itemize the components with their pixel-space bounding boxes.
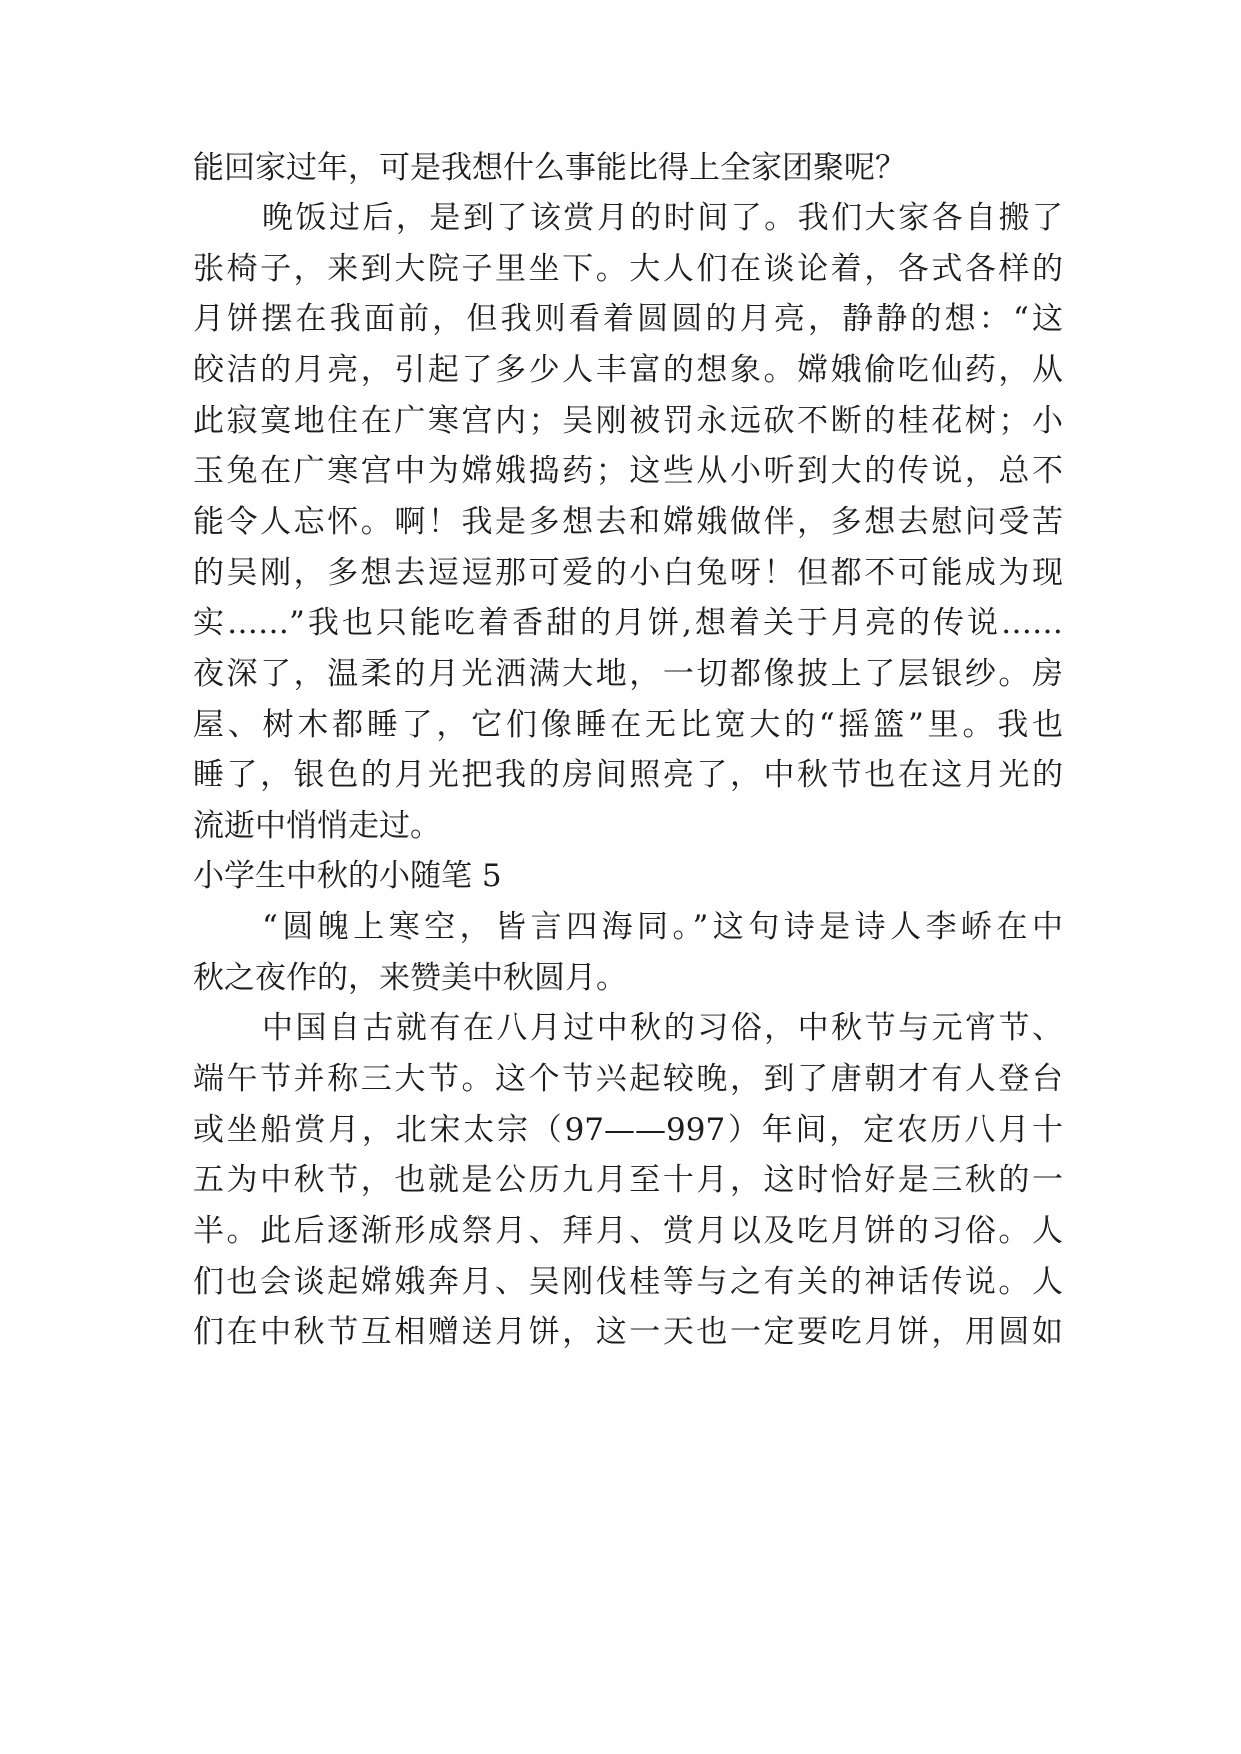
text-line: 玉兔在广寒宫中为嫦娥捣药；这些从小听到大的传说，总不 (193, 453, 1063, 489)
text-line: 月饼摆在我面前，但我则看着圆圆的月亮，静静的想：“这 (193, 301, 1063, 337)
text-line: 能令人忘怀。啊！我是多想去和嫦娥做伴，多想去慰问受苦 (193, 504, 1063, 540)
text-line: 屋、树木都睡了，它们像睡在无比宽大的“摇篮”里。我也 (193, 707, 1063, 743)
text-line: 五为中秋节，也就是公历九月至十月，这时恰好是三秋的一 (193, 1162, 1063, 1198)
text-line: 晚饭过后，是到了该赏月的时间了。我们大家各自搬了 (262, 200, 1063, 236)
text-line: 夜深了，温柔的月光洒满大地，一切都像披上了层银纱。房 (193, 656, 1063, 692)
section-heading: 小学生中秋的小随笔 5 (193, 858, 502, 894)
text-line: 此寂寞地住在广寒宫内；吴刚被罚永远砍不断的桂花树；小 (193, 403, 1063, 439)
text-line: 半。此后逐渐形成祭月、拜月、赏月以及吃月饼的习俗。人 (193, 1213, 1063, 1249)
text-line: 们在中秋节互相赠送月饼，这一天也一定要吃月饼，用圆如 (193, 1314, 1063, 1350)
text-line: 皎洁的月亮，引起了多少人丰富的想象。嫦娥偷吃仙药，从 (193, 352, 1063, 388)
text-line: 秋之夜作的，来赞美中秋圆月。 (193, 960, 627, 996)
text-line: 端午节并称三大节。这个节兴起较晚，到了唐朝才有人登台 (193, 1061, 1063, 1097)
text-line: 实……”我也只能吃着香甜的月饼,想着关于月亮的传说…… (193, 605, 1063, 641)
text-line: 张椅子，来到大院子里坐下。大人们在谈论着，各式各样的 (193, 251, 1063, 287)
text-line: 能回家过年，可是我想什么事能比得上全家团聚呢？ (193, 150, 906, 186)
text-line: “圆魄上寒空，皆言四海同。”这句诗是诗人李峤在中 (262, 909, 1063, 945)
text-line: 们也会谈起嫦娥奔月、吴刚伐桂等与之有关的神话传说。人 (193, 1264, 1063, 1300)
text-line: 中国自古就有在八月过中秋的习俗，中秋节与元宵节、 (262, 1010, 1063, 1046)
text-line: 流逝中悄悄走过。 (193, 808, 441, 844)
text-line: 或坐船赏月，北宋太宗（97——997）年间，定农历八月十 (193, 1112, 1063, 1148)
text-line: 睡了，银色的月光把我的房间照亮了，中秋节也在这月光的 (193, 757, 1063, 793)
text-line: 的吴刚，多想去逗逗那可爱的小白兔呀！但都不可能成为现 (193, 555, 1063, 591)
